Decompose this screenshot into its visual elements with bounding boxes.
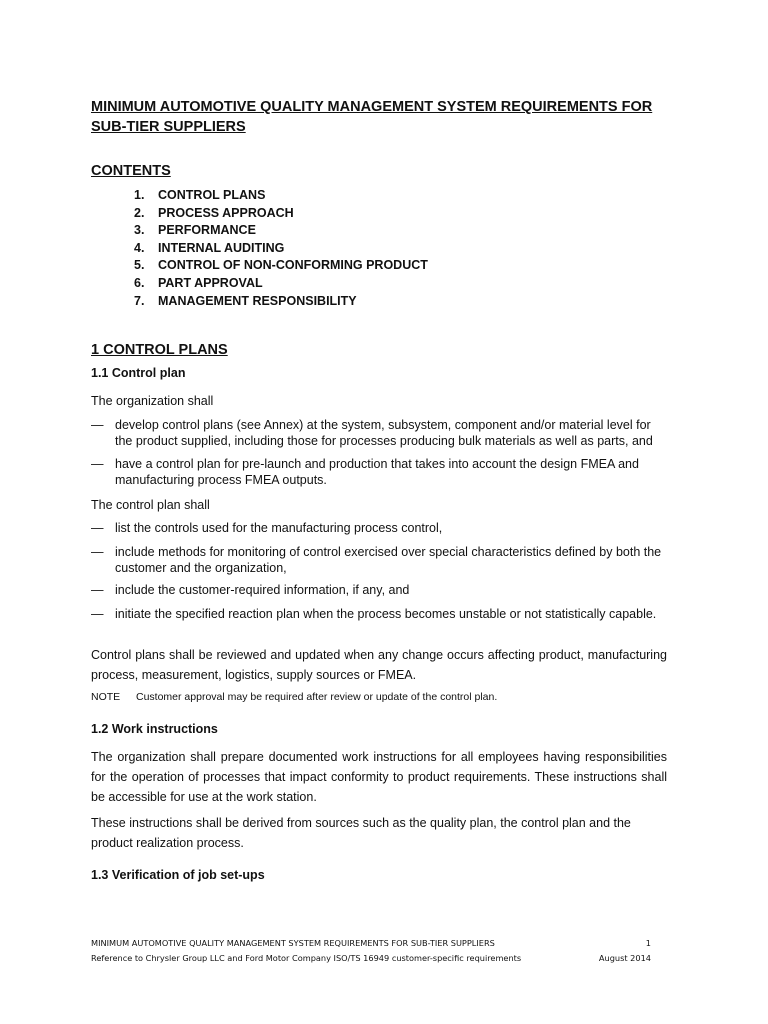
bullet-item bbox=[91, 545, 667, 576]
paragraph-derived-sources: These instructions shall be derived from sources such as the quality plan, the control plan and the product realization process. bbox=[91, 816, 631, 850]
bullet-item bbox=[91, 583, 667, 599]
footer-date: August 2014 bbox=[598, 953, 651, 963]
toc-item: 7. MANAGEMENT RESPONSIBILITY bbox=[134, 293, 357, 308]
page-footer bbox=[91, 936, 651, 966]
paragraph-review: Control plans shall be reviewed and updated when any change occurs affecting product, manufacturing process, measurement, logistics, supply sources or FMEA. bbox=[91, 648, 667, 682]
bullet-text: list the controls used for the manufacturing process control, bbox=[115, 521, 443, 535]
subsection-heading-work-instructions: 1.2 Work instructions bbox=[91, 722, 218, 736]
toc-item: 3. PERFORMANCE bbox=[134, 223, 256, 238]
dash-bullet: — bbox=[91, 521, 104, 535]
subsection-heading-job-setups: 1.3 Verification of job set-ups bbox=[91, 868, 265, 882]
toc-item-label: PART APPROVAL bbox=[158, 275, 263, 290]
page-number: 1 bbox=[645, 938, 651, 948]
bullet-text: initiate the specified reaction plan when the process becomes unstable or not statistically capable. bbox=[115, 607, 657, 621]
toc-item: 1. CONTROL PLANS bbox=[134, 188, 266, 202]
paragraph-intro: The organization shall bbox=[91, 394, 214, 408]
bullet-text: include methods for monitoring of control exercised over special characteristics defined by both the customer and the organization, bbox=[115, 545, 662, 575]
toc-item-label: MANAGEMENT RESPONSIBILITY bbox=[158, 293, 357, 308]
footer-reference: Reference to Chrysler Group LLC and Ford Motor Company ISO/TS 16949 customer-specific requirements bbox=[91, 953, 522, 963]
bullet-item bbox=[91, 418, 667, 449]
paragraph-work-instructions: The organization shall prepare documented work instructions for all employees having responsibilities for the operation of processes that impact conformity to product requirements. These instructions shall be accessible for use at the work station. bbox=[91, 750, 667, 804]
document-title: MINIMUM AUTOMOTIVE QUALITY MANAGEMENT SYSTEM REQUIREMENTS FOR SUB-TIER SUPPLIERS bbox=[91, 99, 653, 135]
toc-item-label: CONTROL OF NON-CONFORMING PRODUCT bbox=[158, 258, 428, 273]
footer-title: MINIMUM AUTOMOTIVE QUALITY MANAGEMENT SYSTEM REQUIREMENTS FOR SUB-TIER SUPPLIERS bbox=[91, 938, 495, 948]
toc-item: 2. PROCESS APPROACH bbox=[134, 205, 294, 220]
bullet-item bbox=[91, 457, 667, 488]
dash-bullet: — bbox=[91, 583, 104, 597]
toc-item: 4. INTERNAL AUDITING bbox=[134, 240, 285, 255]
bullet-text: develop control plans (see Annex) at the system, subsystem, component and/or material level for the product supplied, including those for processes producing bulk materials as well as parts, and bbox=[115, 418, 653, 448]
dash-bullet: — bbox=[91, 607, 104, 621]
bullet-item bbox=[91, 521, 667, 537]
toc-item-label: PROCESS APPROACH bbox=[158, 205, 294, 220]
toc-item-label: INTERNAL AUDITING bbox=[158, 240, 285, 255]
dash-bullet: — bbox=[91, 545, 104, 559]
note-label: NOTE bbox=[91, 691, 121, 703]
dash-bullet: — bbox=[91, 457, 104, 471]
bullet-text: include the customer-required information, if any, and bbox=[115, 583, 410, 597]
note bbox=[91, 691, 497, 703]
table-of-contents bbox=[134, 187, 428, 310]
bullet-text: have a control plan for pre-launch and production that takes into account the design FMEA and manufacturing process FMEA outputs. bbox=[115, 457, 639, 487]
toc-item: 6. PART APPROVAL bbox=[134, 275, 263, 290]
toc-item: 5. CONTROL OF NON-CONFORMING PRODUCT bbox=[134, 258, 428, 273]
bullet-item bbox=[91, 607, 667, 623]
dash-bullet: — bbox=[91, 418, 104, 432]
note-text: Customer approval may be required after review or update of the control plan. bbox=[136, 691, 498, 703]
paragraph-intro-2: The control plan shall bbox=[91, 498, 210, 512]
toc-item-label: PERFORMANCE bbox=[158, 223, 256, 238]
subsection-heading-control-plan: 1.1 Control plan bbox=[91, 366, 186, 380]
contents-heading: CONTENTS bbox=[91, 163, 171, 179]
toc-item-label: CONTROL PLANS bbox=[158, 188, 266, 202]
section-heading-control-plans: 1 CONTROL PLANS bbox=[91, 342, 228, 358]
